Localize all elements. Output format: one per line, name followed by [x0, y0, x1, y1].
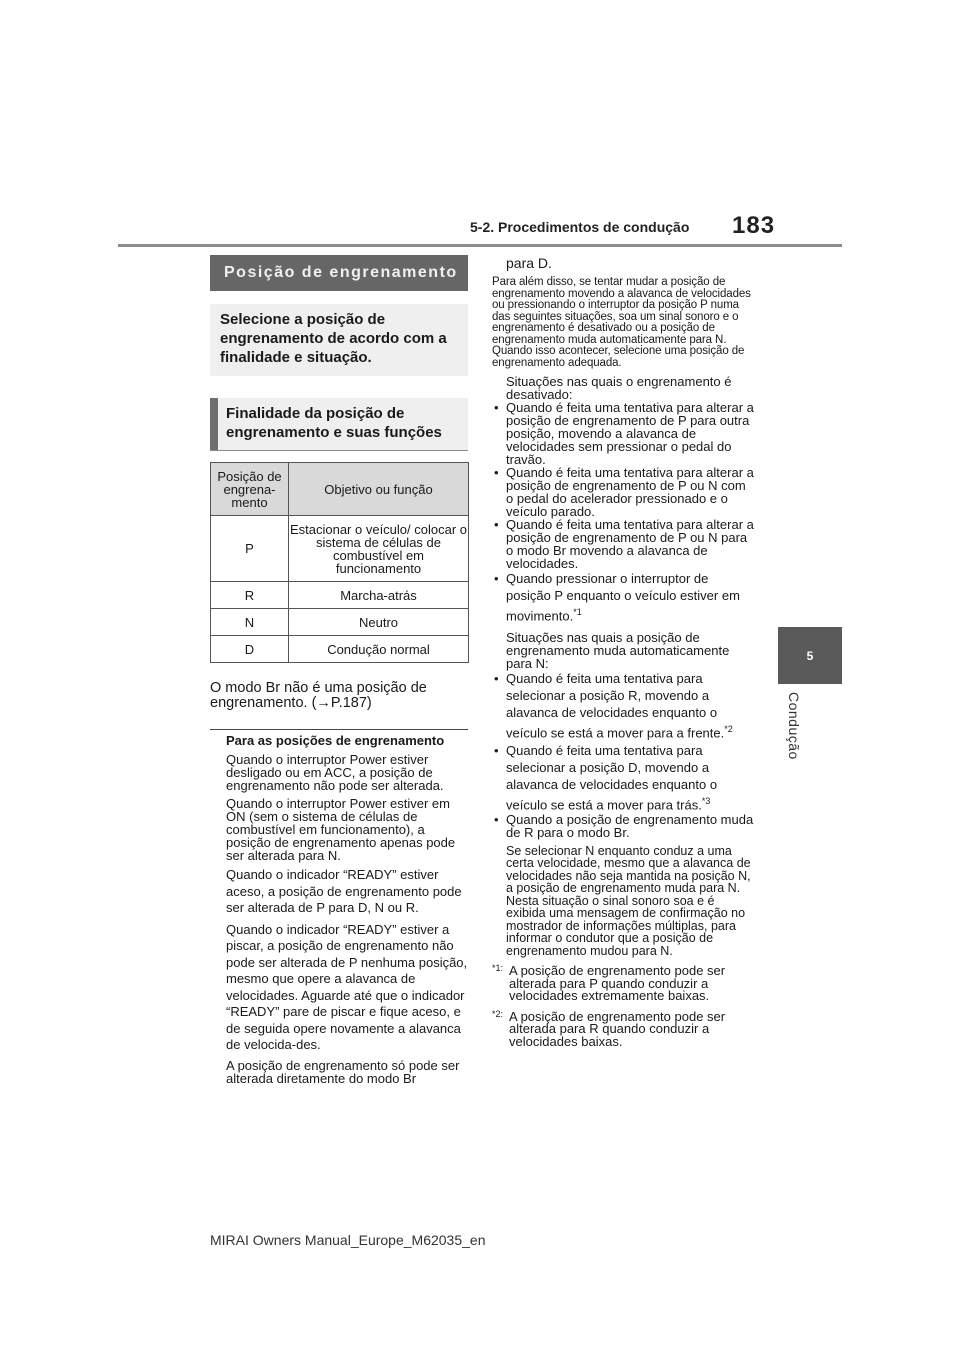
footnote: [492, 1008, 754, 1049]
table-cell-position: R: [211, 582, 289, 609]
note-paragraph: A posição de engrenamento só pode ser alterada diretamente do modo Br: [226, 1057, 460, 1086]
table-row: [211, 516, 469, 582]
table-header-function: Objetivo ou função: [289, 463, 469, 516]
gear-position-table: [210, 462, 469, 663]
note-paragraph: Quando o interruptor Power estiver em ON (sem o sistema de células de combustível em funcionamento), a posição de engrenamento apenas pode ser alterada para N.: [226, 796, 456, 863]
footnote-ref: *2: [724, 724, 733, 735]
footnote-text: A posição de engrenamento pode ser alterada para R quando conduzir a velocidades baixas.: [509, 1008, 726, 1049]
list-item: [492, 670, 754, 741]
list-item: • Quando é feita uma tentativa para alterar a posição de engrenamento de P ou N com o pedal do acelerador pressionado e o veículo parado.: [492, 466, 754, 518]
deactivation-intro: Situações nas quais o engrenamento é desativado:: [506, 374, 732, 402]
footnote-ref: *1: [573, 607, 582, 617]
table-header-position: Posição de engrena-mento: [211, 463, 289, 516]
right-column: [492, 256, 754, 1048]
list-item: • Quando a posição de engrenamento muda de R para o modo Br.: [492, 813, 754, 839]
table-cell-function: Estacionar o veículo/ colocar o sistema de células de combustível em funcionamento: [289, 516, 469, 582]
page-number: 183: [732, 212, 776, 239]
footer-text: MIRAI Owners Manual_Europe_M62035_en: [210, 1232, 486, 1248]
footnote-mark: *1:: [492, 963, 504, 974]
footnote: [492, 965, 754, 1003]
intro-box: Selecione a posição de engrenamento de acordo com a finalidade e situação.: [210, 304, 468, 376]
header-rule: [118, 244, 842, 247]
footnote-mark: *2:: [492, 1008, 504, 1019]
footnote-ref: *3: [701, 795, 711, 806]
table-cell-position: N: [211, 609, 289, 636]
continuation-text: para D.: [506, 255, 552, 271]
footnote-text: A posição de engrenamento pode ser alterada para P quando conduzir a velocidades extremamente baixas.: [509, 963, 726, 1004]
header-section-title: 5-2. Procedimentos de condução: [470, 219, 690, 235]
table-cell-position: P: [211, 516, 289, 582]
notes-block: [210, 729, 468, 1085]
list-item-text: Quando é feita uma tentativa para selecionar a posição D, movendo a alavanca de velocidades enquanto o veículo se está a mover para trás.: [506, 742, 718, 812]
auto-n-intro: Situações nas quais a posição de engrenamento muda automaticamente para N:: [506, 630, 730, 672]
neutral-note: Se selecionar N enquanto conduz a uma certa velocidade, mesmo que a alavanca de velocidades não seja mantida na posição N, a posição de engrenamento muda para N. Nesta situação o sinal sonoro soa e é exibida uma mensagem de confirmação no mostrador de informações múltiplas, para informar o condutor que a posição de engrenamento mudou para N.: [506, 843, 751, 958]
table-header-row: [211, 463, 469, 516]
table-cell-position: D: [211, 636, 289, 663]
chapter-tab: 5: [778, 627, 842, 684]
table-row: [211, 582, 469, 609]
table-cell-function: Marcha-atrás: [289, 582, 469, 609]
list-item-text: Quando é feita uma tentativa para selecionar a posição R, movendo a alavanca de velocidades enquanto o veículo se está a mover para a frente.: [506, 671, 725, 741]
subheading-text: Finalidade da posição de engrenamento e suas funções: [226, 405, 442, 441]
table-row: [211, 609, 469, 636]
warning-paragraph: Para além disso, se tentar mudar a posição de engrenamento movendo a alavanca de velocidades ou pressionando o interruptor da posição P numa das seguintes situações, soa um sinal sonoro e o engrenamento é desativado ou a posição de engrenamento muda automaticamente para N. Quando isso acontecer, selecione uma posição de engrenamento adequada.: [492, 276, 751, 369]
chapter-label: Condução: [786, 692, 802, 760]
list-item: • Quando é feita uma tentativa para alterar a posição de engrenamento de P ou N para o modo Br movendo a alavanca de velocidades.: [492, 518, 754, 570]
notes-heading: Para as posições de engrenamento: [226, 733, 445, 748]
table-row: [211, 636, 469, 663]
subheading: [210, 398, 468, 451]
list-item: • Quando é feita uma tentativa para alterar a posição de engrenamento de P para outra posição, movendo a alavanca de velocidades sem pressionar o pedal do travão.: [492, 401, 754, 466]
list-item-text: Quando pressionar o interruptor de posição P enquanto o veículo estiver em movimento.: [506, 571, 740, 624]
subheading-accent: [210, 398, 218, 450]
left-column: [210, 255, 468, 1090]
section-title: Posição de engrenamento: [210, 255, 468, 291]
list-item: [492, 742, 754, 813]
note-paragraph: Quando o indicador “READY” estiver aceso, a posição de engrenamento pode ser alterada de P para D, N ou R.: [226, 867, 462, 915]
modo-br-note: O modo Br não é uma posição de engrenamento. (→P.187): [210, 680, 427, 711]
note-paragraph: Quando o interruptor Power estiver desligado ou em ACC, a posição de engrenamento não pode ser alterada.: [226, 752, 444, 793]
table-cell-function: Neutro: [289, 609, 469, 636]
list-item: [492, 570, 754, 624]
table-cell-function: Condução normal: [289, 636, 469, 663]
note-paragraph: Quando o indicador “READY” estiver a piscar, a posição de engrenamento não pode ser alterada de P nenhuma posição, mesmo que opere a alavanca de velocidades. Aguarde até que o indicador “READY” pare de piscar e fique aceso, e de seguida opere novamente a alavanca de velocida-des.: [226, 921, 468, 1052]
